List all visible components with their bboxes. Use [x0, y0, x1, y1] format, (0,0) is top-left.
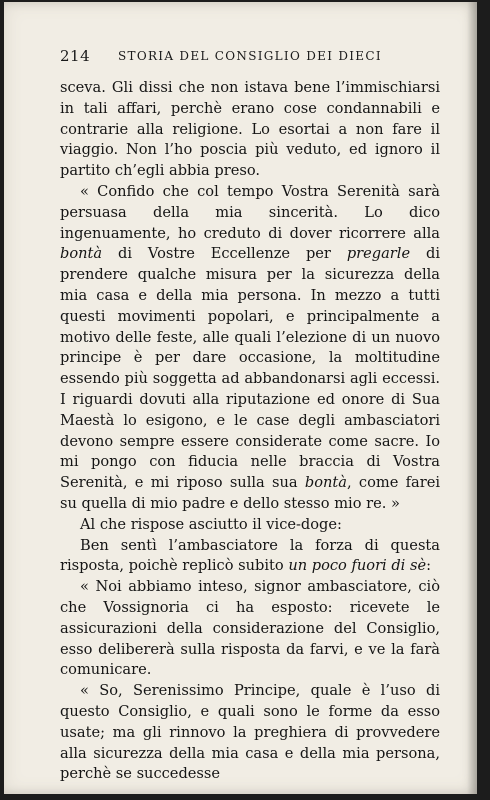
- text-run: « So, Serenissimo Principe, quale è l’uso di questo Consiglio, e quali sono le forme da esso usate; ma gli rinnovo la preghiera di provvedere alla sicurezza della mia casa e della mia persona, perchè se succedesse: [60, 682, 440, 783]
- running-head: [60, 47, 440, 65]
- text-run: « Noi abbiamo inteso, signor ambasciatore, ciò che Vossignoria ci ha esposto: ricevete le assicurazioni della considerazione del Consiglio, esso delibererà sulla risposta da farvi, e ve la farà comunicare.: [60, 578, 440, 679]
- paragraph: [60, 182, 440, 515]
- paragraph: [60, 536, 440, 578]
- paragraph: [60, 515, 440, 536]
- text-run: « Confido che col tempo Vostra Serenità sarà persuasa della mia sincerità. Lo dico ingenuamente, ho creduto di dover ricorrere alla: [60, 182, 440, 242]
- italic-text-run: pregarle: [346, 245, 411, 263]
- italic-text-run: un poco fuori di sè: [288, 557, 427, 575]
- text-run: di prendere qualche misura per la sicurezza della mia casa e della mia persona. In mezzo a tutti questi movimenti popolari, e principalmente a motivo delle feste, alle quali l’elezione di un nuovo principe è per dare occasione, la moltitudine essendo più soggetta ad abbandonarsi agli eccessi. I riguardi dovuti alla riputazione ed onore di Sua Maestà lo esigono, e le case degli ambasciatori devono sempre essere considerate come sacre. Io mi pongo con fiducia nelle braccia di Vostra Serenità, e mi riposo sulla sua: [60, 245, 440, 492]
- text-run: di Vostre Eccellenze per: [102, 245, 347, 263]
- italic-text-run: bontà: [60, 245, 103, 263]
- running-title: STORIA DEL CONSIGLIO DEI DIECI: [118, 49, 382, 63]
- italic-text-run: bontà: [304, 474, 347, 492]
- text-run: , come farei su quella di mio padre e dello stesso mio re. »: [60, 474, 440, 512]
- page-spine-shadow: [467, 2, 477, 794]
- text-run: sceva. Gli dissi che non istava bene l’immischiarsi in tali affari, perchè erano cose condannabili e contrarie alla religione. Lo esortai a non fare il viaggio. Non l’ho poscia più veduto, ed ignoro il partito ch’egli abbia preso.: [60, 79, 440, 180]
- paragraph: [60, 681, 440, 785]
- page-number: 214: [60, 47, 91, 65]
- text-run: :: [426, 557, 432, 575]
- text-run: Ben sentì l’ambasciatore la forza di questa risposta, poichè replicò subito: [60, 536, 440, 575]
- book-page: [4, 2, 477, 794]
- paragraph: [60, 78, 440, 182]
- text-run: Al che rispose asciutto il vice-doge:: [80, 515, 342, 533]
- body-text: [60, 78, 440, 785]
- paragraph: [60, 577, 440, 681]
